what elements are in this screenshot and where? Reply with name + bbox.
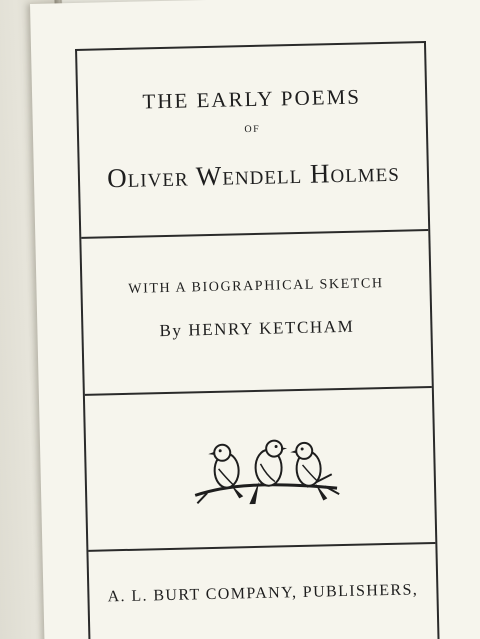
title-page-frame [75,41,440,639]
author-name: Oliver Wendell Holmes [106,156,401,194]
divider-rule [85,386,432,396]
title-page [30,0,480,639]
three-birds-on-branch-icon [186,430,348,514]
divider-rule [88,542,435,552]
title-of: OF [244,123,261,136]
biographical-sketch-line: WITH A BIOGRAPHICAL SKETCH [128,276,384,297]
divider-rule [81,229,428,239]
by-line: By HENRY KETCHAM [159,316,355,341]
publisher-line: A. L. BURT COMPANY, PUBLISHERS, [107,581,419,606]
book-title: THE EARLY POEMS [142,84,362,114]
